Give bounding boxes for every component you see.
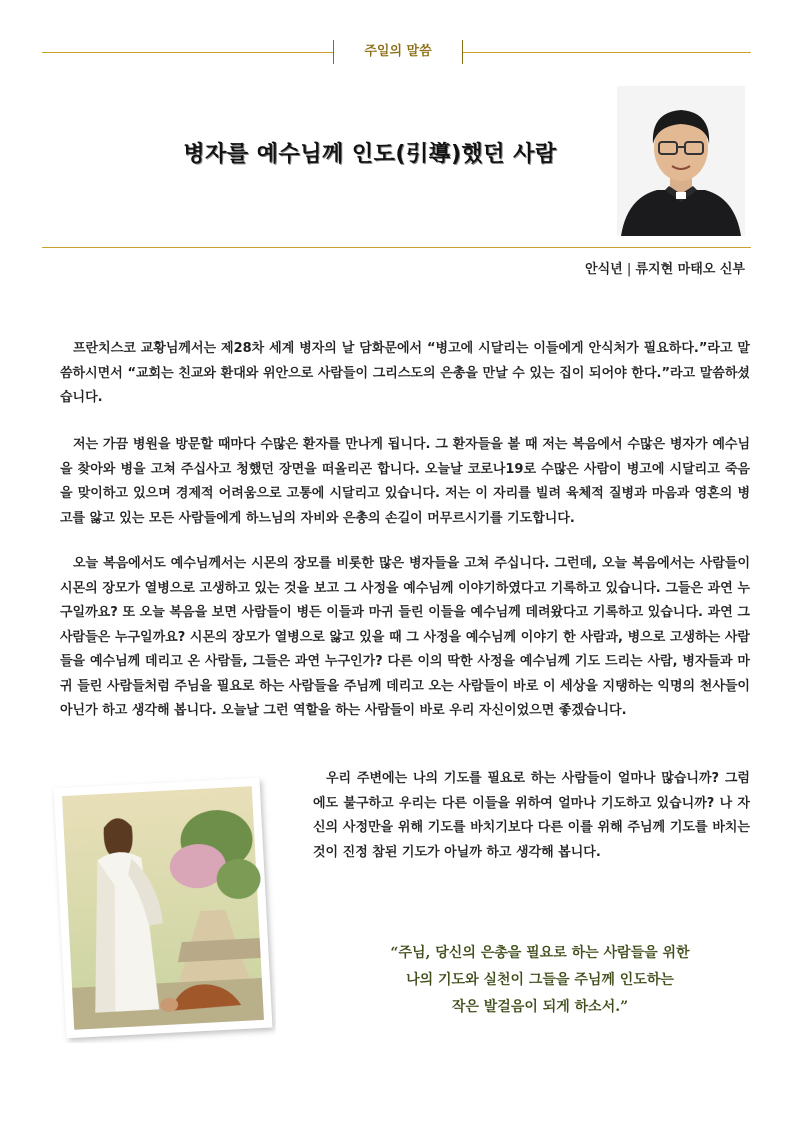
byline-series: 안식년 bbox=[585, 262, 623, 277]
title-divider bbox=[42, 247, 751, 248]
paragraph-3: 오늘 복음에서도 예수님께서는 시몬의 장모를 비롯한 많은 병자들을 고쳐 주십니다. 그런데, 오늘 복음에서는 사람들이 시몬의 장모가 열병으로 고생하고 있는 것을 보고 그 사정을 예수님께 이야기하였다고 기록하고 있습니다. 그들은 과연 누구일까요? 또 오늘 복음을 보면 사람들이 병든 이들과 마귀 들린 이들을 예수님께 데려왔다고 기록하고 있습니다. 과연 그 사람들은 누구일까요? 시몬의 장모가 열병으로 앓고 있을 때 그 사정을 예수님께 이야기 한 사람과, 병으로 고생하는 사람들을 예수님께 데리고 온 사람들, 그들은 과연 누구인가? 다른 이의 딱한 사정을 예수님께 기도 드리는 사람, 병자들과 마귀 들린 사람들처럼 주님을 필요로 하는 사람들을 주님께 데리고 오는 사람들이 바로 이 세상을 지탱하는 익명의 천사들이 아닌가 하고 생각해 봅니다. 오늘날 그런 역할을 하는 사람들이 바로 우리 자신이었으면 좋겠습니다. bbox=[60, 556, 750, 718]
priest-portrait-icon bbox=[617, 86, 745, 236]
header-rule-right bbox=[463, 52, 751, 53]
byline-author: 류지현 마태오 신부 bbox=[635, 262, 745, 277]
author-portrait bbox=[617, 86, 745, 236]
illustration-icon bbox=[50, 773, 276, 1043]
article-title: 병자를 예수님께 인도(引導)했던 사람 bbox=[183, 142, 557, 167]
byline bbox=[585, 258, 745, 277]
paragraph-2: 저는 가끔 병원을 방문할 때마다 수많은 환자를 만나게 됩니다. 그 환자들을 볼 때 저는 복음에서 수많은 병자가 예수님을 찾아와 병을 고쳐 주십사고 청했던 장면을 떠올리곤 합니다. 오늘날 코로나19로 수많은 사람이 병고에 시달리고 죽음을 맞이하고 있으며 경제적 어려움으로 고통에 시달리고 있습니다. 저는 이 자리를 빌려 육체적 질병과 마음과 영혼의 병고를 앓고 있는 모든 사람들에게 하느님의 자비와 은총의 손길이 머무르시기를 기도합니다. bbox=[60, 437, 750, 526]
byline-separator: | bbox=[626, 262, 632, 277]
prayer-quote bbox=[330, 940, 750, 1021]
header-rule-left bbox=[42, 52, 333, 53]
jesus-healing-illustration bbox=[50, 773, 276, 1043]
paragraph-4: 우리 주변에는 나의 기도를 필요로 하는 사람들이 얼마나 많습니까? 그럼에도 불구하고 우리는 다른 이들을 위하여 얼마나 기도하고 있습니까? 나 자신의 사정만을 위해 기도를 바치기보다 다른 이를 위해 주님께 기도를 바치는 것이 진정 참된 기도가 아닐까 하고 생각해 봅니다. bbox=[313, 771, 750, 860]
section-label: 주일의 말씀 bbox=[364, 44, 432, 59]
prayer-line-2: 나의 기도와 실천이 그들을 주님께 인도하는 bbox=[406, 972, 674, 988]
prayer-line-1: “주님, 당신의 은총을 필요로 하는 사람들을 위한 bbox=[390, 945, 690, 961]
paragraph-1: 프란치스코 교황님께서는 제28차 세계 병자의 날 담화문에서 “병고에 시달리는 이들에게 안식처가 필요하다.”라고 말씀하시면서 “교회는 친교와 환대와 위안으로 사람들이 그리스도의 은총을 만날 수 있는 집이 되어야 한다.”라고 말씀하셨습니다. bbox=[60, 341, 750, 405]
prayer-line-3: 작은 발걸음이 되게 하소서.” bbox=[451, 999, 629, 1015]
